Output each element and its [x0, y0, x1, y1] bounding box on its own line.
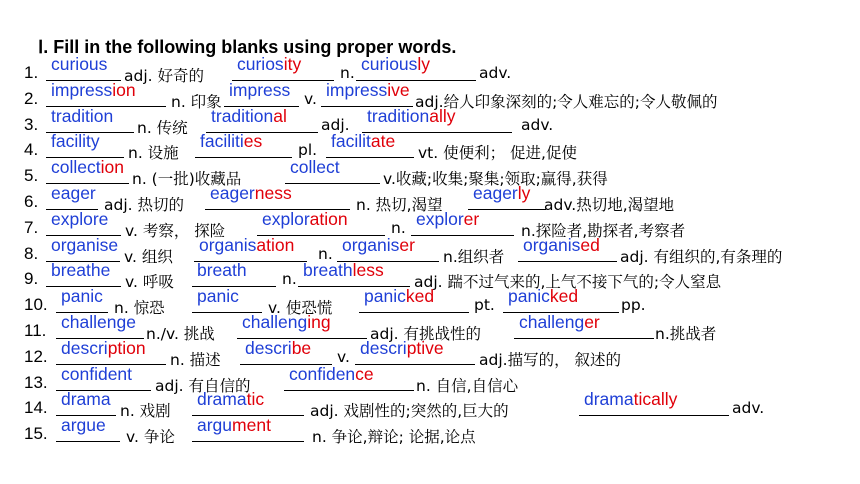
definition-text: pt. [474, 296, 495, 315]
answer-suffix: ked [405, 286, 435, 307]
exercise-row [24, 157, 854, 189]
answer-suffix: ity [283, 54, 302, 74]
answer-stem: collect [290, 157, 340, 178]
answer-word [519, 312, 600, 333]
answer-stem: organis [199, 234, 257, 255]
answer-suffix: ment [232, 415, 271, 436]
answer-word [51, 131, 100, 152]
answer-stem: explor [262, 208, 310, 229]
definition-text: adj. 踹不过气来的,上气不接下气的;令人窒息 [414, 273, 722, 292]
answer-word [197, 389, 264, 410]
definition-text: adv. [479, 64, 512, 82]
row-number: 9. [24, 269, 39, 289]
answer-suffix: es [243, 131, 263, 152]
row-number: 5. [24, 166, 39, 186]
answer-blank[interactable] [359, 312, 469, 313]
answer-blank[interactable] [514, 338, 654, 339]
definition-text: n. 惊恐 [114, 299, 165, 318]
answer-word [199, 235, 294, 256]
answer-word [51, 235, 118, 256]
definition-text: n. 印象 [171, 92, 222, 111]
answer-suffix: ce [355, 363, 374, 384]
answer-word [237, 54, 301, 75]
row-number: 10. [24, 295, 48, 315]
definition-text: adv. [732, 399, 765, 418]
definition-text: adj. 有组织的,有条理的 [620, 247, 783, 266]
definition-text: n. [340, 64, 355, 82]
answer-stem: descri [245, 337, 292, 358]
answer-word [229, 80, 290, 101]
answer-word [326, 80, 410, 101]
definition-text: n. 描述 [170, 350, 221, 369]
answer-stem: curious [361, 54, 418, 74]
answer-word [51, 157, 124, 178]
row-number: 13. [24, 372, 48, 392]
row-number: 11. [24, 321, 47, 340]
exercise-row [24, 260, 854, 292]
answer-word [197, 260, 247, 281]
answer-word [61, 338, 146, 359]
answer-word [61, 389, 111, 410]
answer-blank[interactable] [285, 183, 380, 184]
answer-word [262, 209, 348, 230]
answer-stem: explor [416, 208, 464, 229]
exercise-row [24, 337, 854, 370]
definition-text: v. 考察， 探险 [125, 221, 226, 240]
definition-text: n. 争论,辩论; 论据,论点 [312, 428, 476, 447]
answer-stem: argu [197, 415, 233, 436]
answer-word [61, 415, 106, 436]
answer-stem: descri [360, 337, 407, 358]
answer-word [342, 235, 415, 256]
answer-stem: challeng [242, 312, 308, 332]
answer-suffix: ion [112, 79, 136, 100]
definition-text: n. [282, 270, 297, 289]
definition-text: adj. [321, 115, 350, 134]
answer-stem: tradition [51, 105, 114, 126]
answer-suffix: er [399, 234, 415, 255]
answer-stem: organise [51, 234, 119, 255]
answer-suffix: ptive [406, 337, 444, 358]
definition-text: adj. 有挑战性的 [370, 325, 481, 343]
answer-stem: panic [197, 286, 239, 307]
answer-stem: eager [51, 183, 96, 203]
answer-stem: explore [51, 208, 109, 229]
answer-word [51, 209, 108, 230]
answer-word [51, 80, 136, 101]
answer-word [245, 338, 311, 359]
definition-text: n.探险者,勘探者,考察者 [521, 221, 686, 240]
answer-stem: breath [303, 260, 353, 281]
answer-suffix: ion [100, 157, 124, 178]
answer-blank[interactable] [518, 261, 617, 262]
definition-text: adj. 好奇的 [124, 67, 204, 85]
answer-word [303, 260, 384, 281]
answer-stem: impress [326, 79, 388, 100]
answer-word [61, 364, 132, 385]
answer-stem: tradition [367, 105, 430, 126]
definition-text: vt. 使便利； 促进,促使 [418, 144, 577, 163]
answer-suffix: ly [417, 54, 431, 74]
answer-word [51, 106, 113, 127]
answer-word [360, 338, 444, 359]
answer-suffix: ed [580, 234, 600, 255]
answer-stem: eager [210, 183, 255, 203]
answer-suffix: ing [307, 312, 331, 332]
definition-text: adj. 有自信的 [155, 376, 251, 395]
answer-stem: panic [508, 286, 550, 307]
answer-word [361, 54, 430, 75]
row-number: 6. [24, 192, 39, 211]
definition-text: v. 组织 [124, 247, 173, 266]
definition-text: v. 争论 [126, 428, 175, 447]
row-number: 2. [24, 88, 39, 108]
answer-stem: argue [61, 415, 106, 436]
answer-suffix: ive [387, 79, 410, 100]
answer-word [210, 183, 292, 204]
answer-word [61, 312, 136, 333]
answer-suffix: ation [256, 234, 295, 255]
definition-text: n. 热切,渴望 [356, 196, 443, 214]
definition-text: n. 设施 [128, 144, 179, 163]
answer-stem: panic [61, 286, 103, 307]
answer-word [51, 260, 110, 281]
answer-blank[interactable] [579, 415, 729, 416]
definition-text: n. 传统 [137, 118, 188, 137]
row-number: 4. [24, 140, 39, 160]
exercise-row [24, 208, 854, 241]
exercise-row [24, 105, 854, 138]
answer-word [197, 415, 271, 436]
definition-text: n. 自信,自信心 [416, 376, 519, 395]
definition-text: pl. [298, 141, 318, 160]
answer-stem: facilit [331, 131, 371, 152]
answer-suffix: ness [254, 183, 292, 203]
definition-text: adv.热切地,渴望地 [544, 196, 675, 214]
answer-suffix: be [291, 337, 312, 358]
answer-suffix: less [352, 260, 384, 281]
definition-text: v.收藏;收集;聚集;领取;赢得,获得 [383, 170, 608, 189]
answer-stem: panic [364, 286, 406, 307]
answer-blank[interactable] [411, 235, 514, 236]
answer-suffix: tic [246, 389, 265, 410]
answer-stem: faciliti [200, 131, 244, 152]
answer-word [61, 286, 103, 307]
answer-stem: breath [197, 260, 247, 281]
definition-text: v. [304, 89, 317, 108]
answer-stem: organis [523, 234, 581, 255]
answer-blank[interactable] [195, 157, 292, 158]
definition-text: adv. [521, 115, 554, 134]
answer-stem: curious [51, 54, 108, 74]
answer-blank[interactable] [284, 390, 414, 391]
definition-text: n./v. 挑战 [146, 325, 215, 343]
definition-text: adj. 戏剧性的;突然的,巨大的 [310, 402, 509, 421]
answer-suffix: tically [633, 389, 678, 410]
answer-stem: collect [51, 157, 101, 178]
answer-stem: descri [61, 337, 108, 358]
exercise-title: Ⅰ. Fill in the following blanks using proper words. [38, 37, 457, 57]
answer-suffix: ly [517, 183, 531, 203]
answer-word [290, 157, 340, 178]
definition-text: adj. 热切的 [104, 196, 184, 214]
exercise-row [24, 234, 854, 267]
row-number: 15. [24, 424, 48, 444]
answer-word [289, 364, 374, 385]
answer-suffix: er [463, 208, 480, 229]
answer-word [331, 131, 395, 152]
definition-text: v. [337, 347, 350, 366]
answer-word [211, 106, 287, 127]
definition-text: n. 戏剧 [120, 402, 171, 421]
definition-text: v. 使恐慌 [268, 299, 333, 318]
answer-stem: impress [51, 79, 113, 100]
exercise-row [24, 54, 854, 86]
row-number: 12. [24, 346, 48, 366]
exercise-row [24, 389, 854, 421]
answer-stem: drama [61, 389, 111, 410]
exercise-row [24, 131, 854, 163]
definition-text: n.组织者 [443, 247, 505, 266]
answer-stem: facility [51, 131, 100, 152]
definition-text: n. (一批)收藏品 [132, 170, 242, 189]
answer-blank[interactable] [56, 441, 120, 442]
answer-word [200, 131, 262, 152]
definition-text: adj.给人印象深刻的;令人难忘的;令人敬佩的 [415, 92, 718, 111]
answer-word [51, 183, 96, 204]
row-number: 3. [24, 114, 39, 134]
exercise-row [24, 415, 854, 447]
answer-suffix: al [273, 105, 287, 126]
answer-stem: drama [584, 389, 634, 410]
answer-word [416, 209, 479, 230]
definition-text: n.挑战者 [655, 325, 717, 343]
answer-suffix: ate [370, 131, 396, 152]
definition-text: pp. [621, 296, 646, 315]
answer-word [242, 312, 331, 333]
answer-stem: tradition [211, 105, 274, 126]
definition-text: n. [318, 244, 333, 263]
answer-blank[interactable] [468, 209, 546, 210]
row-number: 1. [24, 63, 39, 82]
answer-word [523, 235, 600, 256]
exercise-row [24, 286, 854, 318]
answer-word [508, 286, 578, 307]
answer-stem: challenge [61, 312, 136, 332]
answer-suffix: ption [107, 337, 146, 358]
answer-word [473, 183, 530, 204]
definition-text: v. 呼吸 [125, 273, 174, 292]
row-number: 7. [24, 217, 39, 237]
row-number: 14. [24, 398, 48, 418]
answer-word [51, 54, 107, 75]
exercise-row [24, 363, 854, 396]
answer-word [364, 286, 434, 307]
answer-suffix: ally [429, 105, 456, 126]
definition-text: adj.描写的， 叙述的 [479, 350, 621, 369]
answer-stem: organis [342, 234, 400, 255]
answer-stem: drama [197, 389, 247, 410]
answer-word [367, 106, 456, 127]
answer-stem: impress [229, 79, 291, 100]
answer-suffix: ked [549, 286, 579, 307]
answer-stem: breathe [51, 260, 111, 281]
answer-suffix: ation [309, 208, 348, 229]
answer-stem: confiden [289, 363, 356, 384]
answer-stem: curios [237, 54, 284, 74]
answer-stem: challeng [519, 312, 585, 332]
answer-stem: eager [473, 183, 518, 203]
definition-text: n. [391, 218, 406, 237]
answer-word [584, 389, 677, 410]
row-number: 8. [24, 243, 39, 263]
answer-word [197, 286, 239, 307]
answer-blank[interactable] [192, 441, 304, 442]
answer-stem: confident [61, 363, 133, 384]
answer-suffix: er [584, 312, 600, 332]
